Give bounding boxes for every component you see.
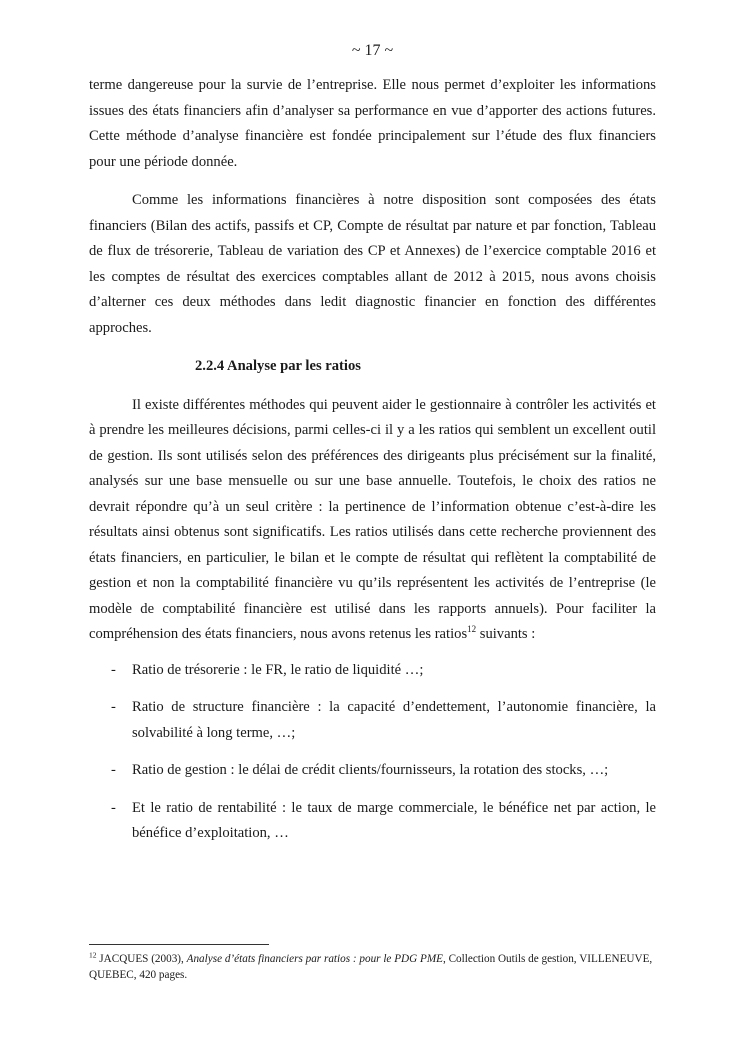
page-body xyxy=(89,73,656,859)
footnote-details: , Collection Outils de gestion, VILLENEUVE, QUEBEC, 420 pages. xyxy=(89,953,653,981)
footnote-title: Analyse d’états financiers par ratios : pour le PDG PME xyxy=(186,953,443,965)
footnote-number: 12 xyxy=(89,950,97,960)
paragraph-ratios-text: Il existe différentes méthodes qui peuvent aider le gestionnaire à contrôler les activités et à prendre les meilleures décisions, parmi celles-ci il y a les ratios qui semblent un excellent outil de gestion. Ils sont utilisés selon des préférences des dirigeants plus précisément sur la finalité, analysés sur une base mensuelle ou sur une base annuelle. Toutefois, le choix des ratios ne devrait répondre qu’à un seul critère : la pertinence de l’information obtenue c’est-à-dire les résultats ainsi obtenus sont significatifs. Les ratios utilisés dans cette recherche proviennent des états financiers, en particulier, le bilan et le compte de résultat qui reflètent la comptabilité de gestion et non la comptabilité financière vu qu’ils représentent les activités de l’entreprise (le modèle de comptabilité financière est utilisé dans les rapports annuels). Pour faciliter la compréhension des états financiers, nous avons retenus les ratios xyxy=(89,396,656,642)
list-item xyxy=(89,658,656,684)
paragraph-financial-statements: Comme les informations financières à notre disposition sont composées des états financiers (Bilan des actifs, passifs et CP, Compte de résultat par nature et par fonction, Tableau de flux de trésorerie, Tableau de variation des CP et Annexes) de l’exercice comptable 2016 et les comptes de résultat des exercices comptables allant de 2012 à 2015, nous avons choisis d’alterner ces deux méthodes dans ledit diagnostic financier en fonction des différentes approches. xyxy=(89,192,656,336)
list-item-text: Ratio de trésorerie : le FR, le ratio de liquidité …; xyxy=(132,661,424,678)
footnote-reference: 12 xyxy=(467,624,477,635)
list-dash: - xyxy=(111,799,116,816)
list-dash: - xyxy=(111,661,116,678)
list-item xyxy=(89,695,656,746)
page-number: ~ 17 ~ xyxy=(351,42,394,59)
list-item-text: Et le ratio de rentabilité : le taux de marge commerciale, le bénéfice net par action, le bénéfice d’exploitation, … xyxy=(132,799,656,841)
list-dash: - xyxy=(111,699,116,715)
section-heading: 2.2.4 Analyse par les ratios xyxy=(195,358,361,374)
list-item-text: Ratio de structure financière : la capacité d’endettement, l’autonomie financière, la solvabilité à long terme, …; xyxy=(132,699,656,741)
list-item xyxy=(89,796,656,847)
paragraph-ratios xyxy=(89,393,656,648)
footnote xyxy=(89,951,656,983)
footnote-author: JACQUES (2003), xyxy=(96,953,187,965)
ratio-list xyxy=(89,658,656,847)
list-item xyxy=(89,758,656,784)
paragraph-ratios-end: suivants : xyxy=(476,626,536,642)
list-dash: - xyxy=(111,762,116,778)
paragraph-intro: terme dangereuse pour la survie de l’entreprise. Elle nous permet d’exploiter les informations issues des états financiers afin d’analyser sa performance en vue d’apporter des actions futures. Cette méthode d’analyse financière est fondée principalement sur l’étude des flux financiers pour une période donnée. xyxy=(89,77,656,170)
list-item-text: Ratio de gestion : le délai de crédit clients/fournisseurs, la rotation des stocks, …; xyxy=(132,762,609,778)
footnote-divider xyxy=(89,944,269,945)
